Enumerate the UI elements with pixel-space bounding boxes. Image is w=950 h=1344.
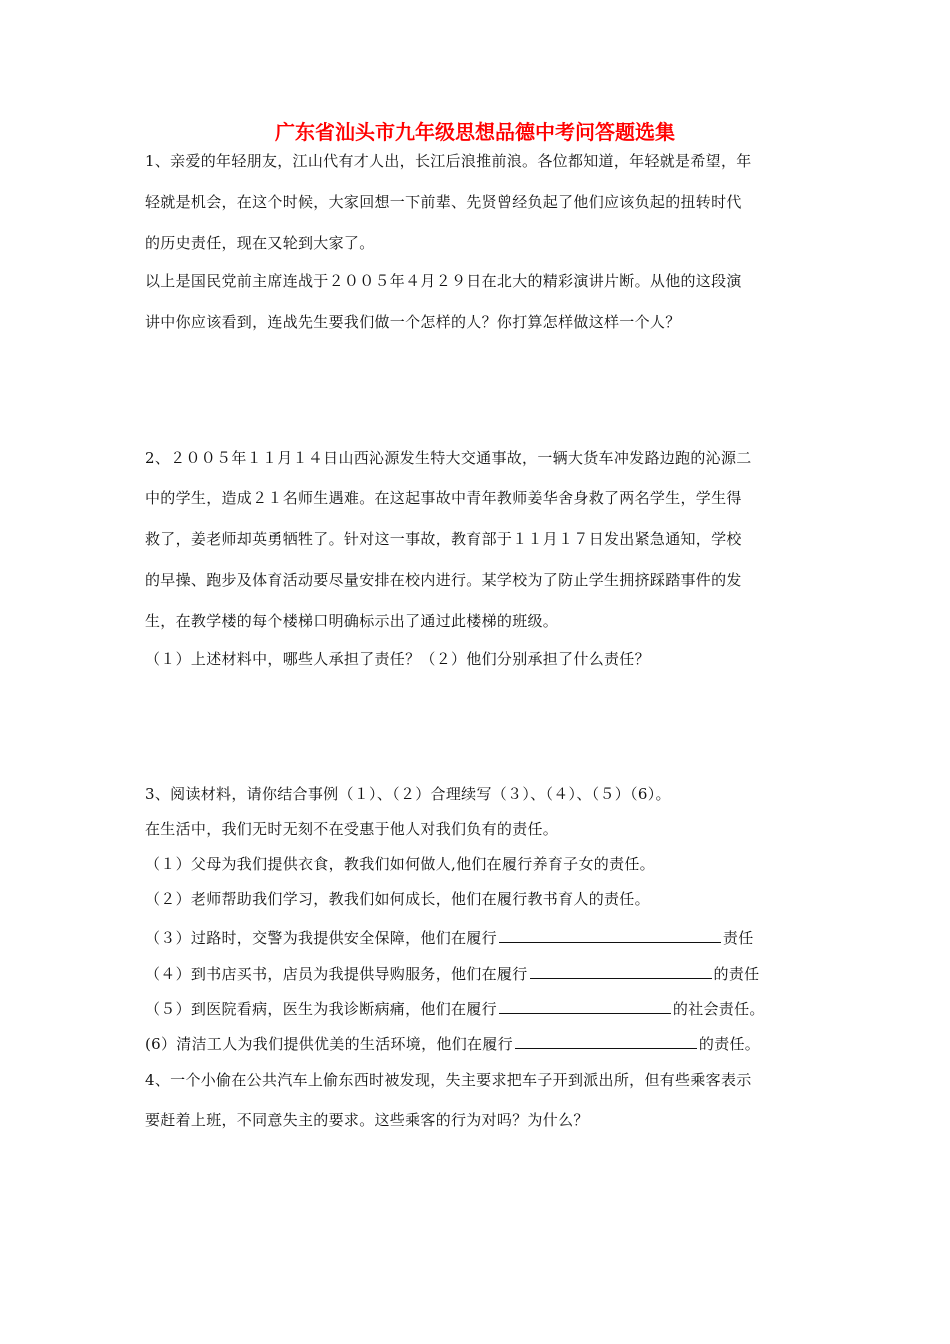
- q2-line: 生，在教学楼的每个楼梯口明确标示出了通过此楼梯的班级。: [145, 612, 559, 630]
- document-title: 广东省汕头市九年级思想品德中考问答题选集: [275, 120, 675, 144]
- q3-line-text: (6）清洁工人为我们提供优美的生活环境，他们在履行: [145, 1035, 513, 1053]
- q3-fill-line: [145, 926, 810, 949]
- answer-blank[interactable]: [530, 962, 712, 979]
- q1-line: 1、亲爱的年轻朋友，江山代有才人出，长江后浪推前浪。各位都知道，年轻就是希望，年: [145, 152, 752, 170]
- answer-blank[interactable]: [515, 1032, 697, 1049]
- q3-line-text: 的社会责任。: [672, 1000, 765, 1018]
- q3-line: 3、阅读材料，请你结合事例（１）、（２）合理续写（３）、（４）、（５）（6）。: [145, 785, 671, 803]
- q3-line-text: （３）过路时，交警为我提供安全保障，他们在履行: [145, 929, 497, 947]
- q2-line: 2、２００５年１１月１４日山西沁源发生特大交通事故，一辆大货车冲发路边跑的沁源二: [145, 449, 752, 467]
- q3-line: （２）老师帮助我们学习，教我们如何成长，他们在履行教书育人的责任。: [145, 890, 650, 908]
- q2-line: 的早操、跑步及体育活动要尽量安排在校内进行。某学校为了防止学生拥挤踩踏事件的发: [145, 571, 742, 589]
- q1-line: 以上是国民党前主席连战于２００５年４月２９日在北大的精彩演讲片断。从他的这段演: [145, 272, 742, 290]
- q2-line: 救了，姜老师却英勇牺牲了。针对这一事故，教育部于１１月１７日发出紧急通知，学校: [145, 530, 742, 548]
- q4-line: 要赶着上班，不同意失主的要求。这些乘客的行为对吗？为什么？: [145, 1111, 589, 1129]
- q3-line-text: 责任: [722, 929, 754, 947]
- q3-line: 在生活中，我们无时无刻不在受惠于他人对我们负有的责任。: [145, 820, 559, 838]
- q3-line-text: 的责任。: [698, 1035, 761, 1053]
- q4-line: 4、一个小偷在公共汽车上偷东西时被发现，失主要求把车子开到派出所，但有些乘客表示: [145, 1071, 752, 1089]
- q1-line: 轻就是机会，在这个时候，大家回想一下前辈、先贤曾经负起了他们应该负起的扭转时代: [145, 193, 742, 211]
- q3-fill-line: [145, 1032, 810, 1055]
- answer-blank[interactable]: [499, 926, 721, 943]
- q1-line: 的历史责任，现在又轮到大家了。: [145, 234, 375, 252]
- q3-fill-line: [145, 997, 810, 1020]
- q3-line-text: （４）到书店买书，店员为我提供导购服务，他们在履行: [145, 965, 528, 983]
- answer-blank[interactable]: [499, 997, 671, 1014]
- q3-line-text: （５）到医院看病，医生为我诊断病痛，他们在履行: [145, 1000, 497, 1018]
- q1-line: 讲中你应该看到，连战先生要我们做一个怎样的人？你打算怎样做这样一个人？: [145, 313, 681, 331]
- q3-fill-line: [145, 962, 810, 985]
- q3-line: （１）父母为我们提供衣食，教我们如何做人,他们在履行养育子女的责任。: [145, 855, 655, 873]
- q3-line-text: 的责任: [713, 965, 760, 983]
- q2-line: （１）上述材料中，哪些人承担了责任？（２）他们分别承担了什么责任？: [145, 650, 650, 668]
- q2-line: 中的学生，造成２１名师生遇难。在这起事故中青年教师姜华舍身救了两名学生，学生得: [145, 489, 742, 507]
